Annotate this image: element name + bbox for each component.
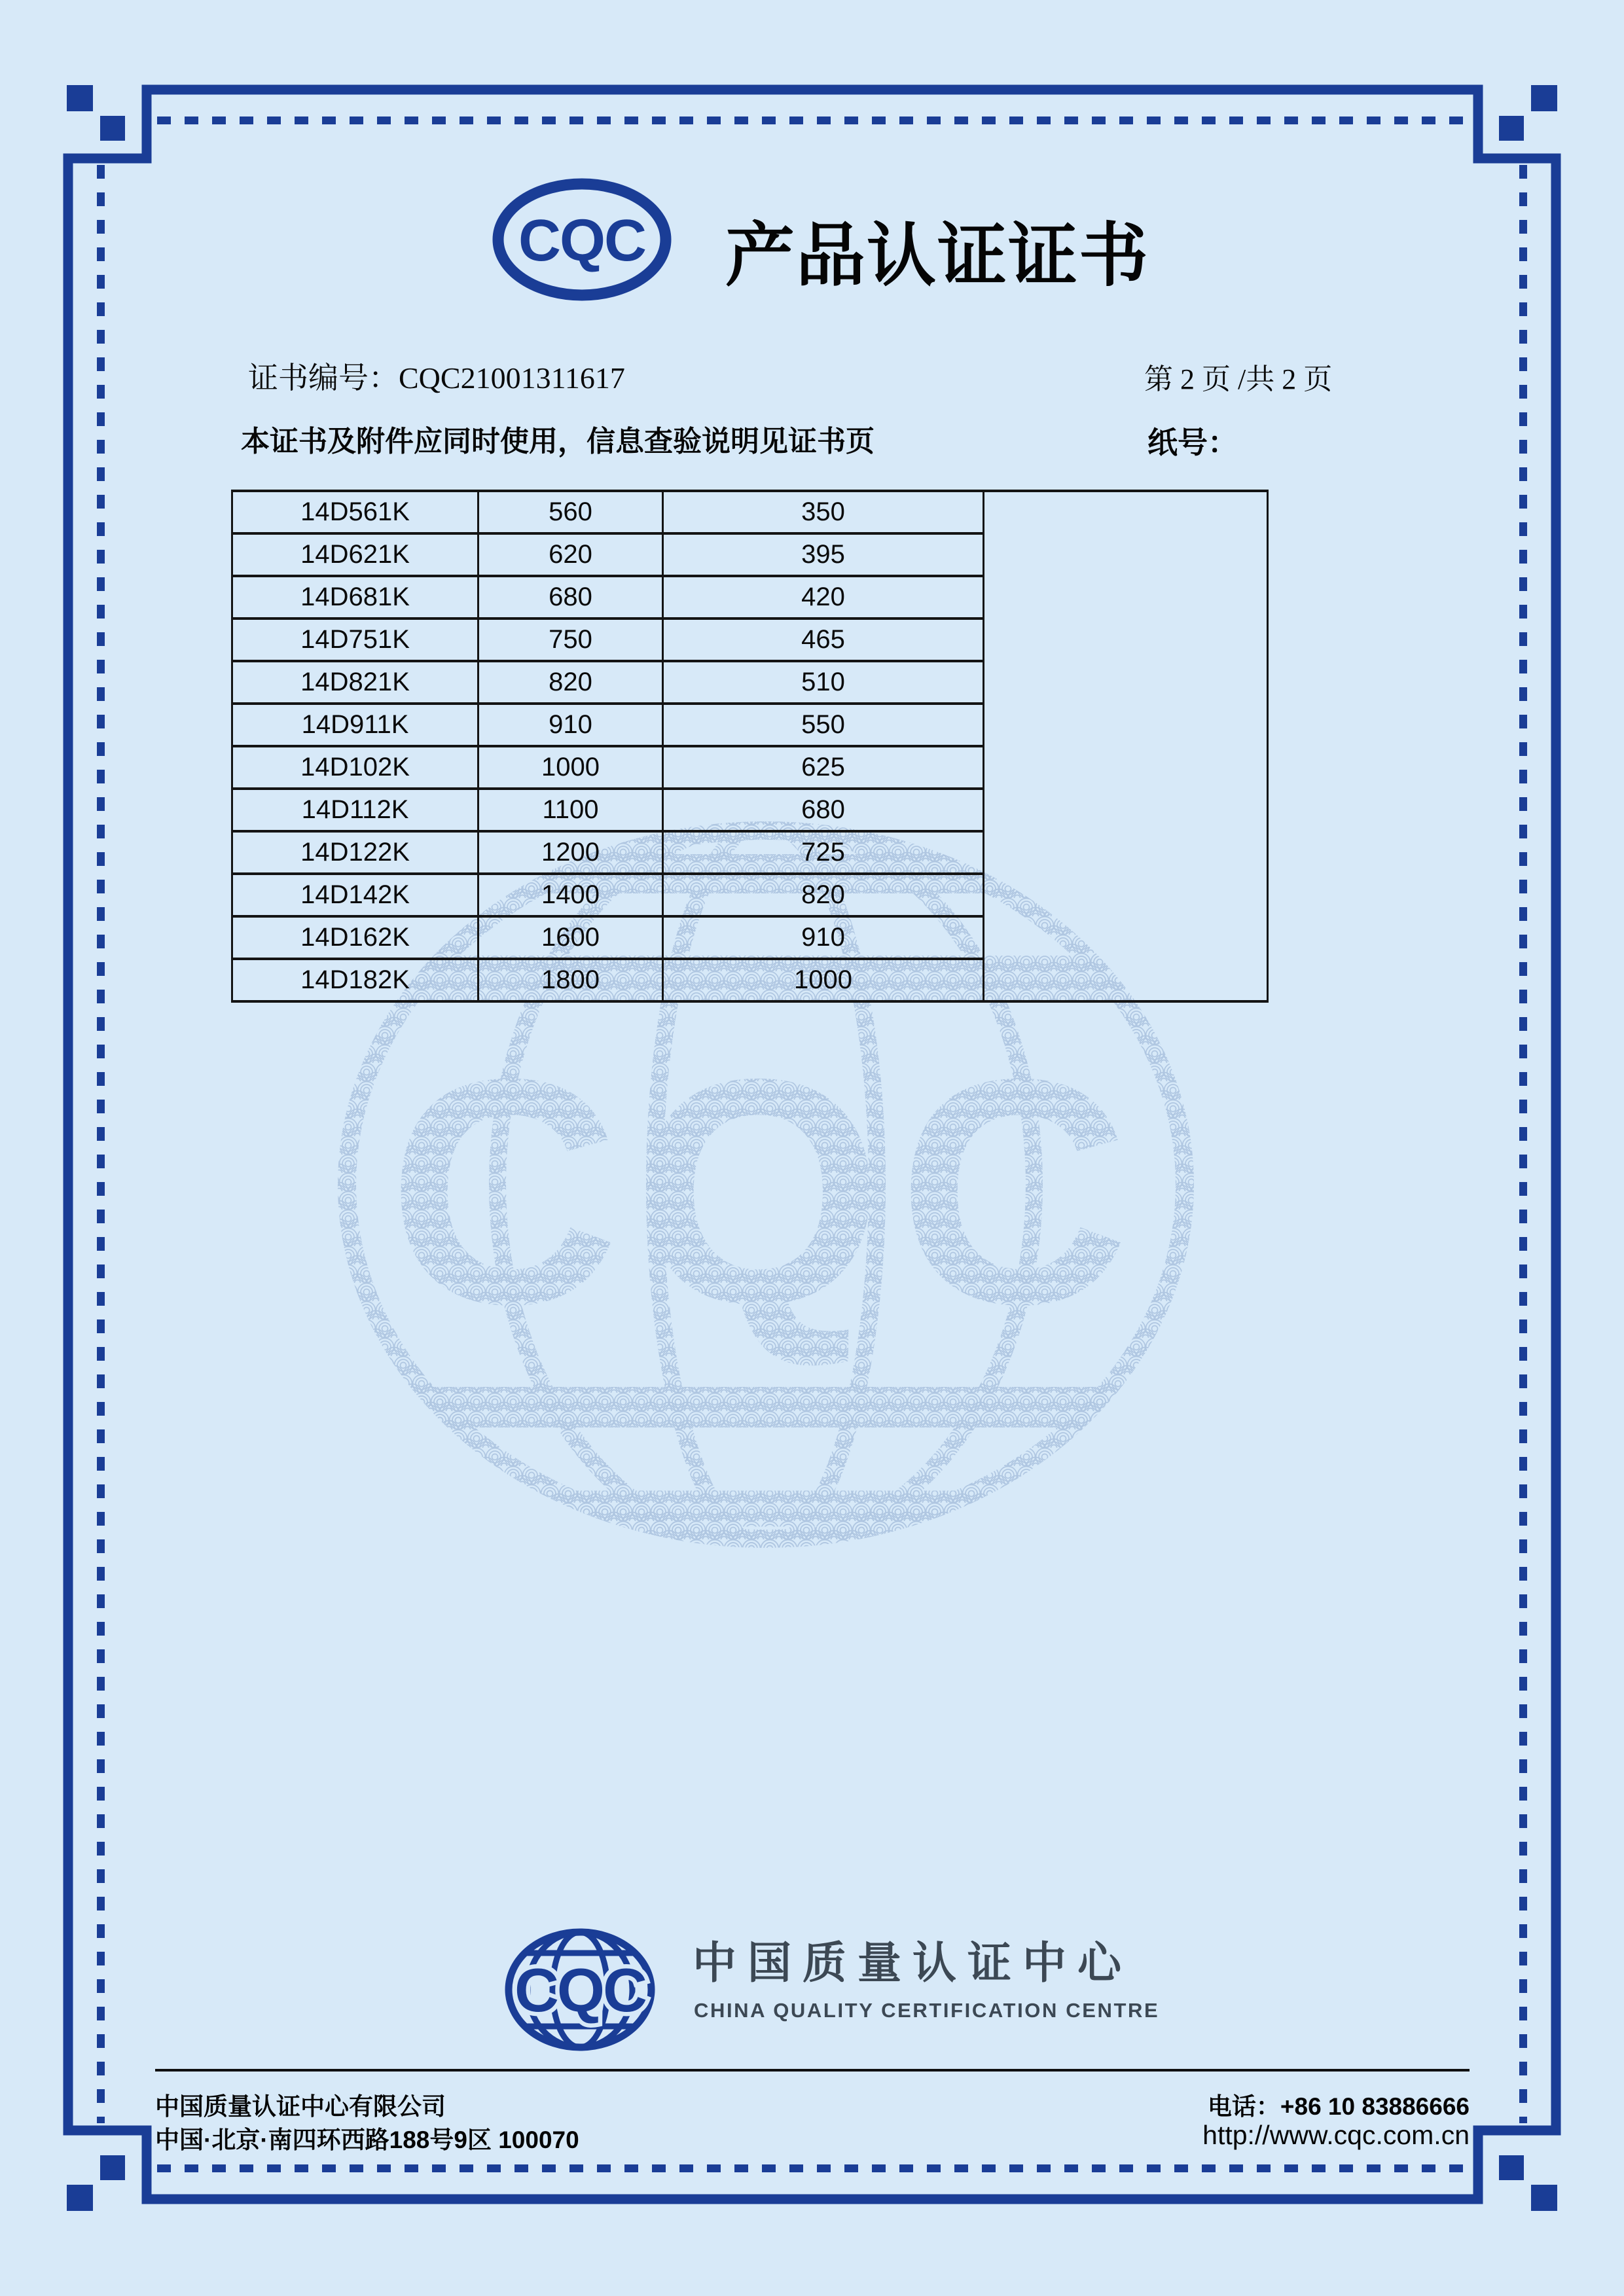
table-cell: 560 (478, 491, 663, 533)
certificate-number-label: 证书编号： (248, 361, 399, 395)
watermark-cqc-text: CQC (388, 1012, 1144, 1371)
table-cell: 14D681K (232, 576, 478, 619)
table-cell: 14D142K (232, 874, 478, 916)
cqc-logo-icon (487, 171, 677, 308)
table-cell: 910 (663, 916, 984, 959)
page-number-info: 第 2 页 /共 2 页 (1144, 363, 1333, 395)
table-cell: 910 (478, 704, 663, 746)
certificate-number-line (248, 354, 625, 397)
table-cell: 14D621K (232, 533, 478, 576)
table-cell: 1400 (478, 874, 663, 916)
centre-name-chinese: 中国质量认证中心 (693, 1939, 1132, 1988)
footer-company: 中国质量认证中心有限公司 (155, 2093, 446, 2120)
footer-phone-line (810, 2087, 1470, 2122)
certificate-number-value: CQC21001311617 (399, 361, 625, 395)
table-cell: 14D162K (232, 916, 478, 959)
footer-website: http://www.cqc.com.cn (1202, 2120, 1470, 2150)
usage-note: 本证书及附件应同时使用，信息查验说明见证书页 (241, 425, 875, 457)
table-cell: 14D751K (232, 619, 478, 661)
centre-name-english: CHINA QUALITY CERTIFICATION CENTRE (694, 1999, 1160, 2022)
table-empty-cell (984, 491, 1268, 1001)
table-cell: 1100 (478, 789, 663, 831)
table-cell: 1000 (663, 959, 984, 1001)
cqc-globe-logo-icon (501, 1926, 659, 2054)
table-cell: 680 (663, 789, 984, 831)
table-cell: 465 (663, 619, 984, 661)
table-cell: 550 (663, 704, 984, 746)
table-cell: 14D122K (232, 831, 478, 874)
paper-number-label: 纸号： (1147, 425, 1238, 459)
table-row (232, 491, 1268, 533)
table-cell: 14D102K (232, 746, 478, 789)
spec-table (231, 490, 1269, 1003)
footer-divider (155, 2069, 1470, 2072)
table-cell: 14D561K (232, 491, 478, 533)
page-title: 产品认证证书 (725, 217, 1149, 295)
corner-squares (67, 85, 1557, 2211)
solid-border-line (68, 90, 1556, 2199)
table-cell: 350 (663, 491, 984, 533)
table-cell: 14D182K (232, 959, 478, 1001)
cqc-logo-text: CQC (518, 208, 645, 274)
phone-number: +86 10 83886666 (1280, 2093, 1470, 2120)
spec-table-body (232, 491, 1268, 1001)
cqc-globe-logo-text: CQC (514, 1956, 645, 2024)
table-cell: 820 (478, 661, 663, 704)
table-cell: 14D911K (232, 704, 478, 746)
table-cell: 510 (663, 661, 984, 704)
table-cell: 750 (478, 619, 663, 661)
table-cell: 820 (663, 874, 984, 916)
table-cell: 680 (478, 576, 663, 619)
phone-label: 电话： (1207, 2093, 1280, 2120)
table-cell: 1600 (478, 916, 663, 959)
table-cell: 620 (478, 533, 663, 576)
table-cell: 725 (663, 831, 984, 874)
table-cell: 1000 (478, 746, 663, 789)
footer-address: 中国·北京·南四环西路188号9区 100070 (155, 2126, 579, 2153)
table-cell: 1800 (478, 959, 663, 1001)
table-cell: 14D112K (232, 789, 478, 831)
table-cell: 420 (663, 576, 984, 619)
table-cell: 395 (663, 533, 984, 576)
table-cell: 14D821K (232, 661, 478, 704)
table-cell: 625 (663, 746, 984, 789)
table-cell: 1200 (478, 831, 663, 874)
